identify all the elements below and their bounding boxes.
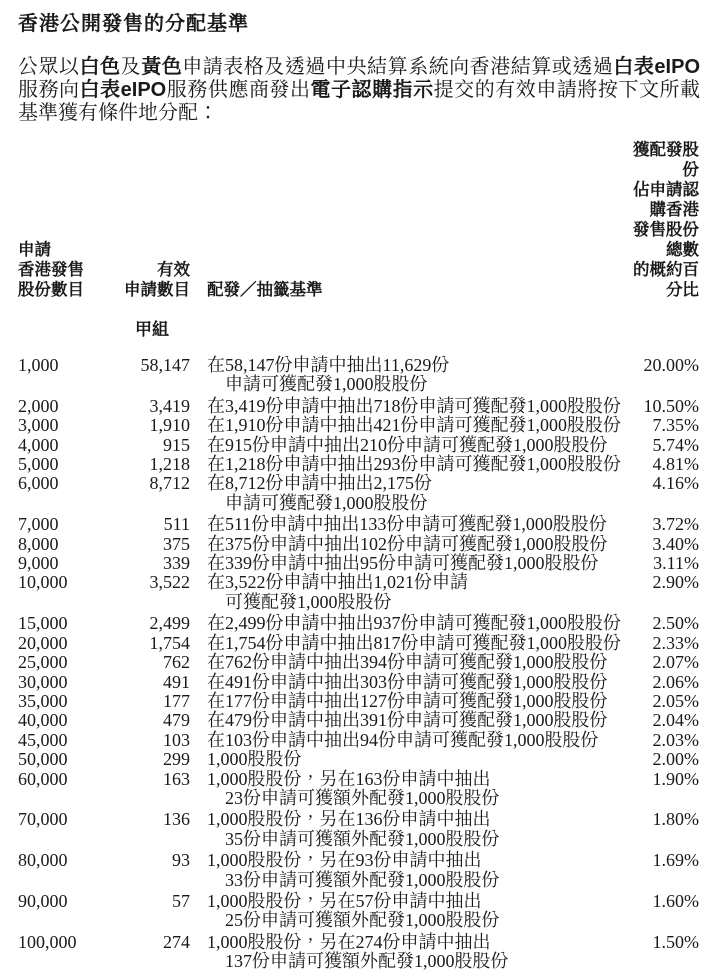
cell-allocation-basis (190, 416, 629, 435)
cell-application-shares: 20,000 (18, 632, 68, 653)
cell-allocation-basis (190, 692, 629, 711)
header-valid-applications (118, 260, 190, 300)
basis-line: 1,000股股份，另在93份申請中抽出 (207, 850, 482, 871)
basis-line: 在103份申請中抽出94份申請可獲配發1,000股股份 (207, 729, 599, 750)
cell-percentage: 1.90% (652, 768, 699, 789)
basis-line: 33份申請可獲額外配發1,000股股份 (225, 869, 500, 890)
intro-text: 服務供應商發出 (166, 79, 311, 101)
intro-text: 服務向 (18, 79, 80, 101)
cell-application-shares: 70,000 (18, 809, 68, 830)
cell-valid-applications: 274 (163, 931, 190, 952)
basis-line: 在511份申請中抽出133份申請可獲配發1,000股股份 (207, 514, 607, 535)
group-label: 甲組 (135, 320, 169, 339)
basis-line: 在177份申請中抽出127份申請可獲配發1,000股股份 (207, 690, 608, 711)
table-row (18, 515, 699, 534)
table-row (18, 653, 699, 672)
basis-line: 在375份申請中抽出102份申請可獲配發1,000股股份 (207, 533, 608, 554)
cell-application-shares: 1,000 (18, 355, 59, 375)
cell-valid-applications: 511 (163, 514, 190, 535)
cell-application-shares: 8,000 (18, 533, 59, 554)
intro-bold-text: 白表eIPO (79, 79, 167, 101)
basis-line: 在3,419份申請中抽出718份申請可獲配發1,000股股份 (207, 395, 621, 416)
cell-valid-applications: 8,712 (149, 473, 190, 494)
cell-application-shares: 7,000 (18, 514, 59, 535)
cell-percentage: 2.33% (652, 632, 699, 653)
cell-percentage: 20.00% (643, 355, 699, 375)
cell-application-shares: 2,000 (18, 395, 59, 416)
cell-application-shares: 100,000 (18, 931, 77, 952)
table-row (18, 455, 699, 474)
cell-application-shares: 80,000 (18, 850, 68, 871)
cell-allocation-basis (190, 436, 629, 455)
document-page (0, 13, 726, 972)
cell-allocation-basis (190, 535, 629, 554)
table-row (18, 750, 699, 769)
cell-percentage: 3.40% (652, 533, 699, 554)
basis-line: 在762份申請中抽出394份申請可獲配發1,000股股份 (207, 652, 608, 673)
cell-allocation-basis (190, 397, 629, 416)
cell-valid-applications: 1,754 (149, 632, 190, 653)
basis-line: 在1,910份申請中抽出421份申請可獲配發1,000股股份 (207, 415, 621, 436)
cell-valid-applications: 1,910 (149, 415, 190, 436)
cell-percentage: 2.05% (652, 690, 699, 711)
table-row (18, 356, 699, 395)
cell-percentage: 2.50% (652, 613, 699, 634)
cell-percentage: 10.50% (643, 395, 699, 416)
cell-allocation-basis (190, 892, 629, 931)
header-allocation-basis (190, 280, 629, 300)
intro-paragraph (18, 56, 700, 125)
table-row (18, 892, 699, 931)
page-title: 香港公開發售的分配基準 (18, 13, 249, 35)
cell-application-shares: 9,000 (18, 553, 59, 574)
cell-percentage: 4.16% (652, 473, 699, 494)
cell-allocation-basis (190, 933, 629, 972)
cell-percentage: 1.50% (652, 931, 699, 952)
cell-percentage: 2.06% (652, 671, 699, 692)
cell-allocation-basis (190, 474, 629, 513)
cell-percentage: 2.07% (652, 652, 699, 673)
table-row (18, 731, 699, 750)
cell-application-shares: 50,000 (18, 749, 68, 770)
table-row (18, 573, 699, 612)
header-line: 的概約百分比 (633, 261, 699, 299)
basis-line: 35份申請可獲額外配發1,000股股份 (225, 828, 500, 849)
table-header (18, 140, 699, 300)
cell-allocation-basis (190, 573, 629, 612)
basis-line: 在58,147份申請中抽出11,629份 (207, 355, 450, 375)
intro-text: 提交的有效申請將按下文所載基準獲有條件地分配： (18, 79, 701, 124)
intro-bold-text: 白色 (79, 56, 121, 78)
cell-application-shares: 60,000 (18, 768, 68, 789)
allocation-table (0, 356, 726, 972)
header-line: 申請數目 (124, 281, 190, 299)
cell-allocation-basis (190, 810, 629, 849)
cell-percentage: 1.69% (652, 850, 699, 871)
basis-line: 137份申請可獲額外配發1,000股股份 (225, 951, 509, 972)
cell-percentage: 4.81% (652, 454, 699, 475)
cell-valid-applications: 177 (163, 690, 190, 711)
header-line: 香港發售 (18, 261, 84, 279)
table-row (18, 614, 699, 633)
basis-line: 在491份申請中抽出303份申請可獲配發1,000股股份 (207, 671, 608, 692)
intro-bold-text: 黃色 (141, 56, 183, 78)
header-application-shares (18, 240, 118, 300)
cell-allocation-basis (190, 653, 629, 672)
cell-allocation-basis (190, 455, 629, 474)
header-line: 發售股份總數 (633, 221, 699, 259)
table-row (18, 474, 699, 513)
cell-application-shares: 25,000 (18, 652, 68, 673)
cell-allocation-basis (190, 673, 629, 692)
intro-text: 公眾以 (18, 56, 80, 78)
intro-bold-text: 白表eIPO (613, 56, 701, 78)
header-line: 配發／抽籤基準 (207, 281, 323, 299)
basis-line: 在8,712份申請中抽出2,175份 (207, 473, 432, 494)
cell-percentage: 7.35% (652, 415, 699, 436)
cell-valid-applications: 479 (163, 710, 190, 731)
basis-line: 在339份申請中抽出95份申請可獲配發1,000股股份 (207, 553, 599, 574)
table-row (18, 634, 699, 653)
basis-line: 在479份申請中抽出391份申請可獲配發1,000股股份 (207, 710, 608, 731)
cell-allocation-basis (190, 711, 629, 730)
cell-valid-applications: 491 (163, 671, 190, 692)
intro-text: 及 (120, 56, 142, 78)
header-line: 佔申請認購香港 (633, 181, 699, 219)
basis-line: 1,000股股份，另在274份申請中抽出 (207, 931, 491, 952)
cell-percentage: 1.80% (652, 809, 699, 830)
cell-valid-applications: 339 (163, 553, 190, 574)
basis-line: 可獲配發1,000股股份 (225, 591, 392, 612)
basis-line: 申請可獲配發1,000股股份 (225, 374, 428, 395)
cell-allocation-basis (190, 770, 629, 809)
cell-application-shares: 45,000 (18, 729, 68, 750)
cell-application-shares: 4,000 (18, 434, 59, 455)
basis-line: 在3,522份申請中抽出1,021份申請 (207, 572, 468, 593)
table-row (18, 554, 699, 573)
cell-valid-applications: 1,218 (149, 454, 190, 475)
table-row (18, 436, 699, 455)
cell-percentage: 2.90% (652, 572, 699, 593)
header-line: 有效 (157, 261, 190, 279)
cell-application-shares: 6,000 (18, 473, 59, 494)
table-row (18, 933, 699, 972)
cell-allocation-basis (190, 515, 629, 534)
cell-valid-applications: 93 (172, 850, 190, 871)
basis-line: 在1,218份申請中抽出293份申請可獲配發1,000股股份 (207, 454, 621, 475)
cell-valid-applications: 136 (163, 809, 190, 830)
header-line: 股份數目 (18, 281, 84, 299)
table-row (18, 397, 699, 416)
basis-line: 23份申請可獲額外配發1,000股股份 (225, 787, 500, 808)
cell-percentage: 5.74% (652, 434, 699, 455)
header-line: 申請 (18, 241, 51, 259)
cell-valid-applications: 762 (163, 652, 190, 673)
header-line: 獲配發股份 (633, 141, 699, 179)
cell-valid-applications: 2,499 (149, 613, 190, 634)
table-row (18, 810, 699, 849)
cell-application-shares: 40,000 (18, 710, 68, 731)
basis-line: 在915份申請中抽出210份申請可獲配發1,000股股份 (207, 434, 608, 455)
cell-percentage: 2.03% (652, 729, 699, 750)
cell-allocation-basis (190, 634, 629, 653)
cell-valid-applications: 57 (172, 890, 190, 911)
basis-line: 1,000股股份，另在136份申請中抽出 (207, 809, 491, 830)
basis-line: 在2,499份申請中抽出937份申請可獲配發1,000股股份 (207, 613, 621, 634)
intro-bold-text: 電子認購指示 (310, 79, 434, 101)
cell-valid-applications: 163 (163, 768, 190, 789)
cell-valid-applications: 375 (163, 533, 190, 554)
table-row (18, 416, 699, 435)
cell-application-shares: 30,000 (18, 671, 68, 692)
cell-application-shares: 3,000 (18, 415, 59, 436)
cell-allocation-basis (190, 731, 629, 750)
table-row (18, 711, 699, 730)
cell-valid-applications: 3,522 (149, 572, 190, 593)
basis-line: 在1,754份申請中抽出817份申請可獲配發1,000股股份 (207, 632, 621, 653)
basis-line: 1,000股股份，另在57份申請中抽出 (207, 890, 482, 911)
cell-application-shares: 10,000 (18, 572, 68, 593)
cell-percentage: 1.60% (652, 890, 699, 911)
cell-percentage: 3.72% (652, 514, 699, 535)
cell-valid-applications: 3,419 (149, 395, 190, 416)
cell-allocation-basis (190, 750, 629, 769)
header-percentage (629, 140, 699, 300)
cell-allocation-basis (190, 554, 629, 573)
cell-application-shares: 35,000 (18, 690, 68, 711)
table-row (18, 851, 699, 890)
cell-allocation-basis (190, 614, 629, 633)
basis-line: 申請可獲配發1,000股股份 (225, 492, 428, 513)
intro-text: 申請表格及透過中央結算系統向香港結算或透過 (182, 56, 614, 78)
cell-valid-applications: 299 (163, 749, 190, 770)
cell-percentage: 2.00% (652, 749, 699, 770)
cell-application-shares: 5,000 (18, 454, 59, 475)
cell-valid-applications: 103 (163, 729, 190, 750)
basis-line: 1,000股股份，另在163份申請中抽出 (207, 768, 491, 789)
cell-percentage: 2.04% (652, 710, 699, 731)
cell-valid-applications: 58,147 (140, 355, 190, 375)
cell-application-shares: 15,000 (18, 613, 68, 634)
cell-allocation-basis (190, 851, 629, 890)
basis-line: 1,000股股份 (207, 749, 302, 770)
cell-application-shares: 90,000 (18, 890, 68, 911)
cell-allocation-basis (190, 356, 629, 395)
table-row (18, 535, 699, 554)
cell-percentage: 3.11% (653, 553, 699, 574)
basis-line: 25份申請可獲額外配發1,000股股份 (225, 910, 500, 931)
cell-valid-applications: 915 (163, 434, 190, 455)
table-row (18, 692, 699, 711)
table-row (18, 770, 699, 809)
table-row (18, 673, 699, 692)
